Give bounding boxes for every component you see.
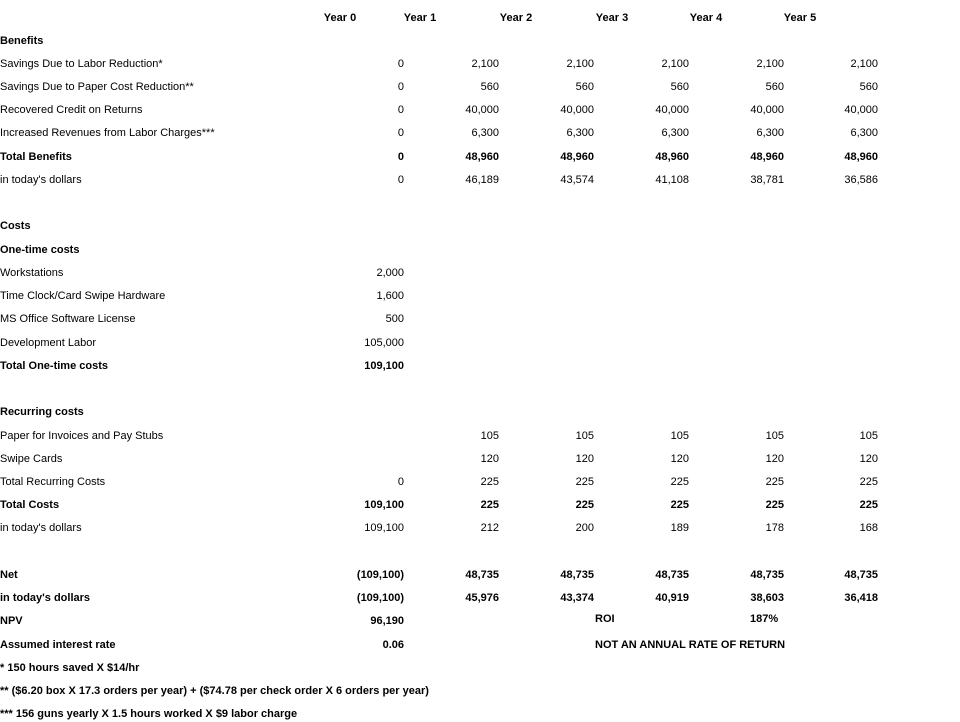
value-year-2: 43,374 [560, 592, 594, 604]
header-year-3: Year 3 [595, 12, 629, 24]
value-year-0: 0 [397, 174, 404, 186]
row-label: Workstations [0, 267, 64, 279]
value-year-3 [599, 335, 689, 351]
value-year-2: 105 [575, 430, 594, 442]
value-year-1 [409, 335, 499, 351]
value-year-1: 45,976 [465, 592, 499, 604]
value-year-1: 225 [480, 476, 499, 488]
value-year-5 [788, 265, 878, 281]
value-year-1: 48,735 [465, 569, 499, 581]
row-label: Paper for Invoices and Pay Stubs [0, 430, 164, 442]
value-year-0 [314, 451, 404, 467]
value-year-0: (109,100) [356, 569, 404, 581]
value-year-5 [788, 358, 878, 374]
row-label: in today's dollars [0, 174, 82, 186]
value-year-4 [694, 358, 784, 374]
value-year-5: 2,100 [850, 58, 878, 70]
value-year-3: 48,735 [655, 569, 689, 581]
value-year-4 [694, 218, 784, 234]
footnote-1: * 150 hours saved X $14/hr [0, 662, 140, 674]
table-row [0, 428, 960, 444]
value-year-0: 0 [397, 127, 404, 139]
value-year-0 [314, 242, 404, 258]
value-year-0 [314, 428, 404, 444]
value-year-3: 6,300 [661, 127, 689, 139]
row-label: Time Clock/Card Swipe Hardware [0, 290, 166, 302]
value-year-2 [504, 311, 594, 327]
value-year-1 [409, 265, 499, 281]
table-row [0, 33, 960, 49]
value-year-3: 225 [670, 499, 689, 511]
value-year-1 [409, 33, 499, 49]
value-year-4: 38,781 [750, 174, 784, 186]
value-year-5 [788, 288, 878, 304]
value-year-5: 225 [859, 499, 878, 511]
value-year-3: 40,000 [655, 104, 689, 116]
row-label: NPV [0, 615, 23, 627]
header-year-5: Year 5 [783, 12, 817, 24]
roi-row [0, 611, 960, 627]
value-year-4 [694, 265, 784, 281]
value-year-0: 109,100 [364, 499, 404, 511]
table-row [0, 520, 960, 536]
value-year-5: 105 [859, 430, 878, 442]
value-year-4 [694, 242, 784, 258]
value-year-0: 0 [397, 81, 404, 93]
value-year-3: 48,960 [655, 151, 689, 163]
value-year-2: 225 [575, 476, 594, 488]
value-year-2: 200 [575, 522, 594, 534]
row-label: Swipe Cards [0, 453, 63, 465]
footnote-3: *** 156 guns yearly X 1.5 hours worked X $9 labor charge [0, 708, 298, 720]
value-year-1 [409, 358, 499, 374]
header-year-4: Year 4 [689, 12, 723, 24]
header-row [0, 10, 960, 26]
table-row [0, 474, 960, 490]
value-year-2: 120 [575, 453, 594, 465]
table-row [0, 242, 960, 258]
table-row [0, 497, 960, 513]
value-year-1: 105 [480, 430, 499, 442]
value-year-5: 48,735 [844, 569, 878, 581]
value-year-4 [694, 404, 784, 420]
value-year-0: 105,000 [364, 337, 404, 349]
value-year-3 [599, 218, 689, 234]
value-year-0: 0 [397, 58, 404, 70]
value-year-2: 225 [575, 499, 594, 511]
value-year-0: 1,600 [376, 290, 404, 302]
value-year-2 [504, 404, 594, 420]
table-row [0, 149, 960, 165]
table-row [0, 288, 960, 304]
value-year-4: 225 [765, 499, 784, 511]
row-label: in today's dollars [0, 522, 82, 534]
row-label: Total Benefits [0, 151, 72, 163]
row-label: Recurring costs [0, 406, 84, 418]
value-year-0: 109,100 [364, 522, 404, 534]
table-row [0, 567, 960, 583]
value-year-0 [314, 33, 404, 49]
value-year-3: 2,100 [661, 58, 689, 70]
value-year-5: 168 [859, 522, 878, 534]
value-year-2: 40,000 [560, 104, 594, 116]
value-year-1 [409, 404, 499, 420]
value-year-1 [409, 218, 499, 234]
value-year-3: 40,919 [655, 592, 689, 604]
value-year-2: 48,960 [560, 151, 594, 163]
value-year-5 [788, 242, 878, 258]
value-year-4 [694, 311, 784, 327]
value-year-4: 40,000 [750, 104, 784, 116]
value-year-0: 109,100 [364, 360, 404, 372]
table-row [0, 102, 960, 118]
value-year-3 [599, 33, 689, 49]
row-label: Total One-time costs [0, 360, 108, 372]
row-label: Benefits [0, 35, 44, 47]
roi-value: 187% [750, 613, 779, 625]
value-year-0: 0.06 [382, 639, 404, 651]
value-year-2 [504, 242, 594, 258]
value-year-3 [599, 311, 689, 327]
value-year-1: 560 [480, 81, 499, 93]
value-year-4: 38,603 [750, 592, 784, 604]
value-year-4: 6,300 [756, 127, 784, 139]
table-row [0, 404, 960, 420]
value-year-5: 225 [859, 476, 878, 488]
value-year-4 [694, 288, 784, 304]
value-year-3: 105 [670, 430, 689, 442]
value-year-1: 6,300 [471, 127, 499, 139]
value-year-1: 120 [480, 453, 499, 465]
value-year-4: 560 [765, 81, 784, 93]
value-year-5: 36,418 [844, 592, 878, 604]
row-label: Savings Due to Paper Cost Reduction** [0, 81, 194, 93]
table-row [0, 590, 960, 606]
row-label: Costs [0, 220, 31, 232]
row-label: MS Office Software License [0, 313, 136, 325]
row-label: One-time costs [0, 244, 80, 256]
value-year-5: 40,000 [844, 104, 878, 116]
value-year-5: 48,960 [844, 151, 878, 163]
value-year-4: 48,735 [750, 569, 784, 581]
table-row [0, 56, 960, 72]
value-year-2: 48,735 [560, 569, 594, 581]
table-row [0, 358, 960, 374]
value-year-5 [788, 335, 878, 351]
table-row [0, 451, 960, 467]
table-row [0, 265, 960, 281]
value-year-0 [314, 218, 404, 234]
value-year-2 [504, 265, 594, 281]
value-year-3 [599, 242, 689, 258]
value-year-1: 46,189 [465, 174, 499, 186]
row-label: Development Labor [0, 337, 97, 349]
row-label: in today's dollars [0, 592, 91, 604]
value-year-3: 189 [670, 522, 689, 534]
value-year-3 [599, 358, 689, 374]
roi-label: ROI [595, 613, 615, 625]
table-row [0, 335, 960, 351]
value-year-0: 500 [385, 313, 404, 325]
value-year-3: 225 [670, 476, 689, 488]
value-year-3 [599, 288, 689, 304]
row-label: Recovered Credit on Returns [0, 104, 143, 116]
value-year-5 [788, 218, 878, 234]
table-row [0, 125, 960, 141]
value-year-0: (109,100) [356, 592, 404, 604]
value-year-1 [409, 311, 499, 327]
row-label: Total Recurring Costs [0, 476, 106, 488]
value-year-3: 41,108 [655, 174, 689, 186]
value-year-5: 36,586 [844, 174, 878, 186]
value-year-2 [504, 288, 594, 304]
value-year-0: 0 [397, 476, 404, 488]
table-row [0, 218, 960, 234]
value-year-4: 120 [765, 453, 784, 465]
value-year-5 [788, 404, 878, 420]
roi-note: NOT AN ANNUAL RATE OF RETURN [595, 639, 786, 651]
value-year-2: 6,300 [566, 127, 594, 139]
value-year-4: 105 [765, 430, 784, 442]
value-year-4: 178 [765, 522, 784, 534]
footnote-1-row [0, 660, 960, 676]
table-row [0, 172, 960, 188]
value-year-2: 43,574 [560, 174, 594, 186]
table-row [0, 311, 960, 327]
value-year-2 [504, 358, 594, 374]
value-year-4 [694, 335, 784, 351]
value-year-5: 6,300 [850, 127, 878, 139]
value-year-4: 2,100 [756, 58, 784, 70]
table-row [0, 79, 960, 95]
value-year-5 [788, 33, 878, 49]
value-year-2 [504, 33, 594, 49]
value-year-0: 96,190 [370, 615, 404, 627]
row-label: Savings Due to Labor Reduction* [0, 58, 163, 70]
value-year-2: 2,100 [566, 58, 594, 70]
row-label: Total Costs [0, 499, 60, 511]
value-year-5: 120 [859, 453, 878, 465]
footnote-2: ** ($6.20 box X 17.3 orders per year) + ($74.78 per check order X 6 orders per year) [0, 685, 429, 697]
row-label: Net [0, 569, 18, 581]
value-year-1: 212 [480, 522, 499, 534]
value-year-1: 40,000 [465, 104, 499, 116]
value-year-2 [504, 218, 594, 234]
value-year-4: 48,960 [750, 151, 784, 163]
row-label: Assumed interest rate [0, 639, 116, 651]
value-year-4 [694, 33, 784, 49]
value-year-5 [788, 311, 878, 327]
row-label: Increased Revenues from Labor Charges*** [0, 127, 215, 139]
value-year-0 [314, 404, 404, 420]
header-year-2: Year 2 [499, 12, 533, 24]
value-year-3 [599, 404, 689, 420]
value-year-1 [409, 288, 499, 304]
roi-note-row [0, 637, 960, 653]
value-year-1 [409, 242, 499, 258]
value-year-1: 2,100 [471, 58, 499, 70]
value-year-3: 120 [670, 453, 689, 465]
value-year-2 [504, 335, 594, 351]
value-year-3 [599, 265, 689, 281]
header-year-0: Year 0 [323, 12, 357, 24]
value-year-2: 560 [575, 81, 594, 93]
value-year-5: 560 [859, 81, 878, 93]
value-year-4: 225 [765, 476, 784, 488]
value-year-3: 560 [670, 81, 689, 93]
value-year-0: 0 [397, 104, 404, 116]
value-year-0: 0 [397, 151, 404, 163]
header-year-1: Year 1 [403, 12, 437, 24]
value-year-1: 225 [480, 499, 499, 511]
value-year-0: 2,000 [376, 267, 404, 279]
footnote-2-row [0, 683, 960, 699]
value-year-1: 48,960 [465, 151, 499, 163]
